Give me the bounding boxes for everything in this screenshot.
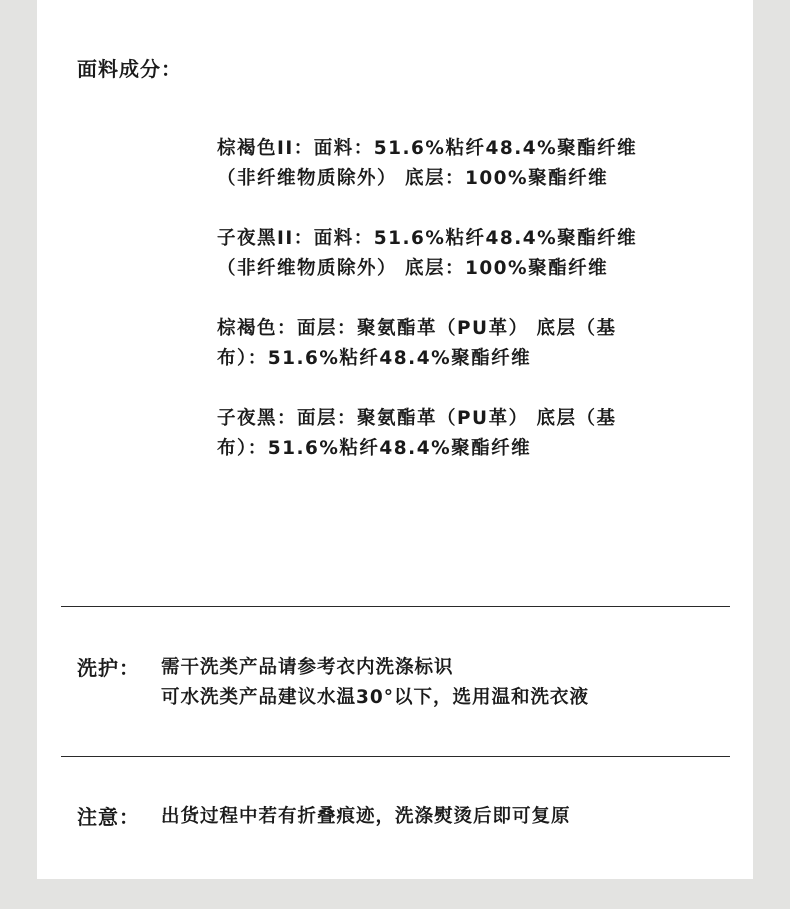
care-instruction-line: 需干洗类产品请参考衣内洗涤标识 <box>161 657 454 678</box>
fabric-composition-list <box>217 134 737 494</box>
fabric-item-tan <box>217 314 737 374</box>
fabric-item-line: 子夜黑II：面料：51.6%粘纤48.4%聚酯纤维 <box>217 228 638 249</box>
fabric-item-line: （非纤维物质除外） 底层：100%聚酯纤维 <box>217 258 609 279</box>
care-instructions <box>161 653 589 713</box>
section-divider <box>61 606 730 607</box>
fabric-item-midnight-black <box>217 404 737 464</box>
fabric-item-line: 棕褐色：面层：聚氨酯革（PU革） 底层（基 <box>217 318 617 339</box>
fabric-item-line: 布）：51.6%粘纤48.4%聚酯纤维 <box>217 438 532 459</box>
care-label: 洗护： <box>77 656 140 680</box>
product-info-card <box>37 0 753 879</box>
fabric-item-tan-ii <box>217 134 737 194</box>
section-divider <box>61 756 730 757</box>
fabric-item-line: 棕褐色II：面料：51.6%粘纤48.4%聚酯纤维 <box>217 138 638 159</box>
notice-text: 出货过程中若有折叠痕迹，洗涤熨烫后即可复原 <box>161 806 571 827</box>
fabric-item-line: 子夜黑：面层：聚氨酯革（PU革） 底层（基 <box>217 408 617 429</box>
fabric-item-line: 布）：51.6%粘纤48.4%聚酯纤维 <box>217 348 532 369</box>
fabric-item-line: （非纤维物质除外） 底层：100%聚酯纤维 <box>217 168 609 189</box>
care-instruction-line: 可水洗类产品建议水温30°以下，选用温和洗衣液 <box>161 687 589 708</box>
fabric-composition-heading: 面料成分： <box>77 57 182 81</box>
notice-label: 注意： <box>77 805 140 829</box>
fabric-item-midnight-black-ii <box>217 224 737 284</box>
